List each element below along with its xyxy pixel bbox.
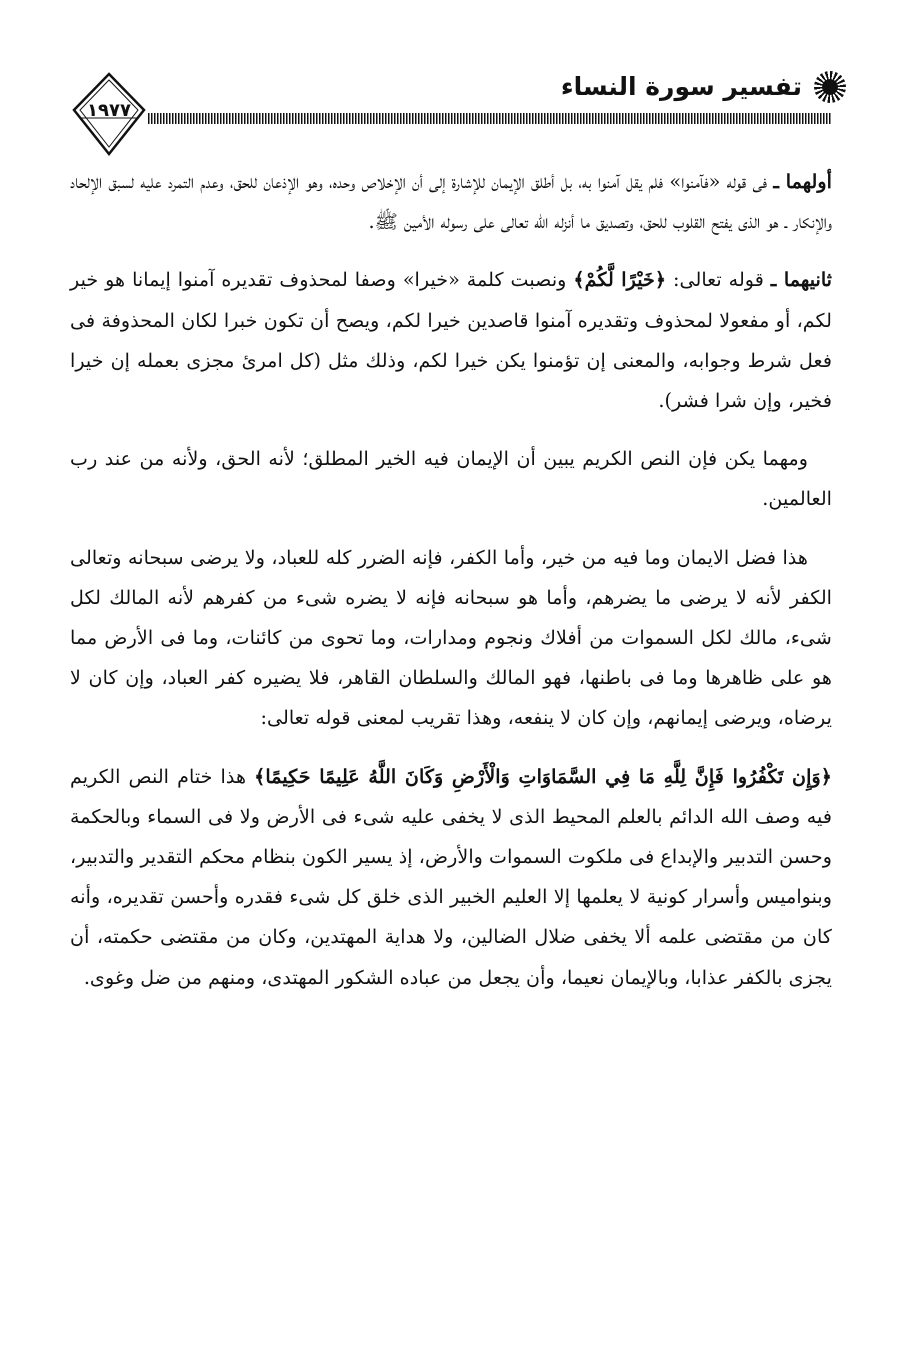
paragraph-text: ونصبت كلمة «خيرا» وصفا لمحذوف تقديره آمنوا إيمانا هو خير لكم، أو مفعولا لمحذوف وتقديره آمنوا قاصدين خيرا لكم، ويصح أن تكون خبرا لكان المحذوفة فى فعل شرط وجوابه، والمعنى إن تؤمنوا يكن خيرا لكم، وذلك مثل (كل امرئ مجزى بعمله إن خيرا فخير، وإن شرا فشر).: [70, 268, 832, 413]
quran-verse: ﴿خَيْرًا لَّكُمْ﴾: [573, 268, 667, 292]
body-text: [70, 162, 832, 1016]
paragraph-lead: ثانيهما ـ: [770, 268, 833, 292]
paragraph-text: هذا ختام النص الكريم فيه وصف الله الدائم بالعلم المحيط الذى لا يخفى عليه شىء فى الأرض ولا فى السماء وبالحكمة وحسن التدبير والإبداع فى ملكوت السموات والأرض، إذ يسير الكون بنظام محكم التقدير والتدبير، وبنواميس وأسرار كونية لا يعلمها إلا العليم الخبير الذى خلق كل شىء فقدره وأحسن تقديره، وأنه كان من مقتضى علمه ألا يخفى ضلال الضالين، ولا هداية المهتدين، وكان من مقتضى حكمته، أن يجزى بالكفر عذابا، وبالإيمان نعيما، وأن يجعل من عباده الشكور المهتدى، ومنهم من ضل وغوى.: [70, 764, 832, 989]
paragraph-text: قوله تعالى:: [666, 268, 771, 292]
paragraph-4: [70, 538, 832, 739]
quran-verse: ﴿وَإِن تَكْفُرُوا فَإِنَّ لِلَّهِ مَا فِي السَّمَاوَاتِ وَالْأَرْضِ وَكَانَ اللَّهُ عَلِيمًا حَكِيمًا﴾: [254, 764, 832, 788]
paragraph-3: [70, 439, 832, 519]
paragraph-text: ومهما يكن فإن النص الكريم يبين أن الإيمان فيه الخير المطلق؛ لأنه الحق، ولأنه من عند رب العالمين.: [70, 447, 832, 511]
page-number-badge: [70, 70, 148, 158]
paragraph-text: فى قوله «فآمنوا» فلم يقل آمنوا به، بل أطلق الإيمان للإشارة إلى أن الإخلاص وحده، وهو الإذعان للحق، وعدم التمرد عليه لسبق الإلحاد والإنكار ـ هو الذى يفتح القلوب للحق، وتصديق ما أنزله الله تعالى على رسوله الأمين ﷺ.: [70, 170, 832, 234]
page-number: ١٩٧٧: [87, 100, 131, 121]
paragraph-2: [70, 260, 832, 421]
ornament-icon: [814, 71, 846, 103]
paragraph-lead: أولهما ـ: [773, 170, 832, 193]
paragraph-1: [70, 162, 832, 242]
header-rule: [148, 113, 832, 124]
page-header: [64, 58, 850, 158]
paragraph-5: [70, 757, 832, 998]
paragraph-text: هذا فضل الايمان وما فيه من خير، وأما الكفر، فإنه الضرر كله للعباد، ولا يرضى سبحانه وتعالى الكفر لأنه لا يرضى ما يضرهم، وأما هو سبحانه فإنه لا يضره شىء من كفرهم لأنه المالك لكل شىء، مالك لكل السموات من أفلاك ونجوم ومدارات، وما تحوى من كائنات، وما فى الأرض مما هو على ظاهرها وما فى باطنها، فهو المالك والسلطان القاهر، فلا يضيره كفر العباد، وإن كان لا يرضاه، ويرضى إيمانهم، وإن كان لا ينفعه، وهذا تقريب لمعنى قوله تعالى:: [70, 545, 832, 730]
running-title: تفسير سورة النساء: [560, 72, 802, 101]
